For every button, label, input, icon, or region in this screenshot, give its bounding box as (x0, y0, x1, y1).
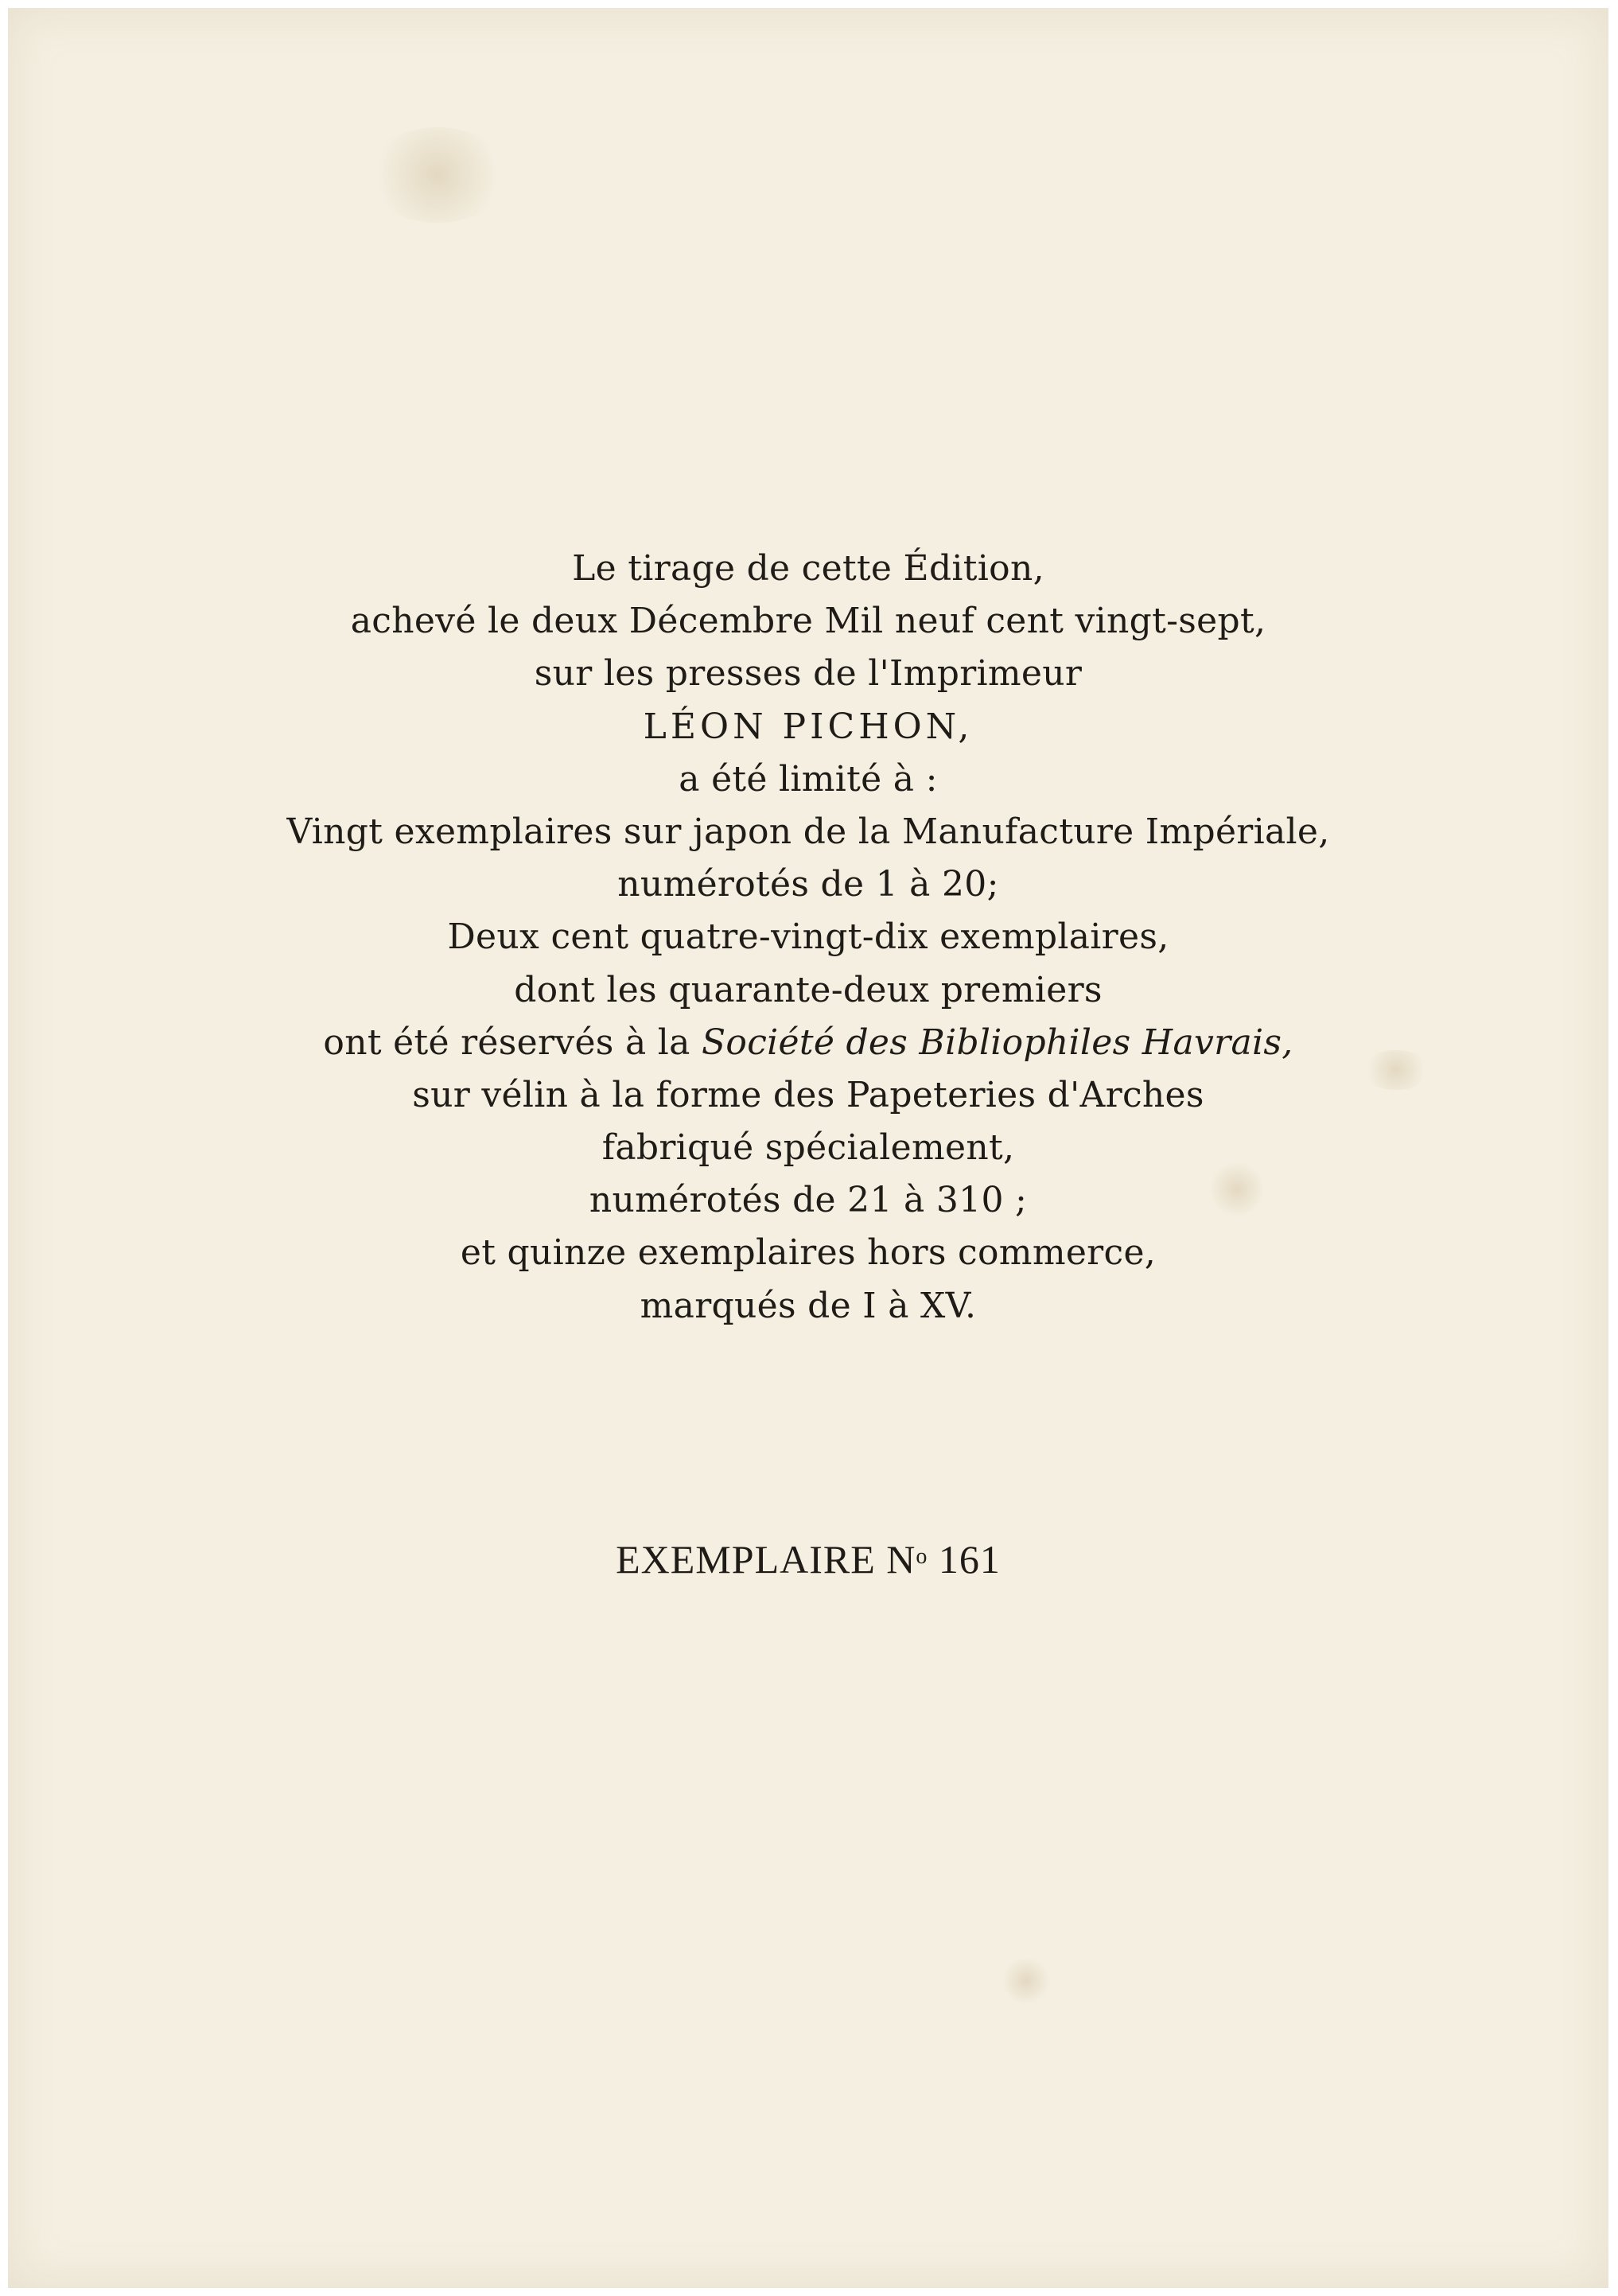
colophon-line: numérotés de 1 à 20; (617, 864, 999, 905)
colophon-line: sur vélin à la forme des Papeteries d'Arches (412, 1074, 1204, 1115)
colophon-line: achevé le deux Décembre Mil neuf cent vingt-sept, (350, 601, 1266, 642)
copy-label: EXEMPLAIRE N (616, 1537, 916, 1582)
colophon-line: Vingt exemplaires sur japon de la Manufacture Impériale, (286, 811, 1330, 852)
colophon-line: fabriqué spécialement, (601, 1127, 1015, 1169)
printer-name: LÉON PICHON, (643, 706, 974, 747)
copy-number-value: 161 (938, 1537, 1001, 1582)
colophon-line: a été limité à : (679, 758, 938, 800)
colophon-line (8, 1017, 1608, 1069)
colophon-line-start: ont été réservés à la (323, 1022, 702, 1063)
society-name: Société des Bibliophiles Havrais, (701, 1022, 1293, 1063)
paper-stain (1002, 1957, 1050, 2005)
colophon-line: dont les quarante-deux premiers (514, 969, 1103, 1010)
colophon-line: et quinze exemplaires hors commerce, (460, 1232, 1157, 1274)
colophon-line: Deux cent quatre-vingt-dix exemplaires, (447, 916, 1169, 958)
copy-label-superscript: o (916, 1544, 928, 1569)
colophon-line: sur les presses de l'Imprimeur (534, 653, 1083, 695)
paper-stain (366, 127, 509, 223)
copy-number (8, 1529, 1608, 1587)
colophon-line: Le tirage de cette Édition, (572, 548, 1044, 589)
colophon-line: numérotés de 21 à 310 ; (589, 1180, 1028, 1221)
page-sheet (8, 8, 1608, 2288)
colophon-line: marqués de I à XV. (640, 1285, 977, 1326)
colophon-text (8, 543, 1608, 1333)
